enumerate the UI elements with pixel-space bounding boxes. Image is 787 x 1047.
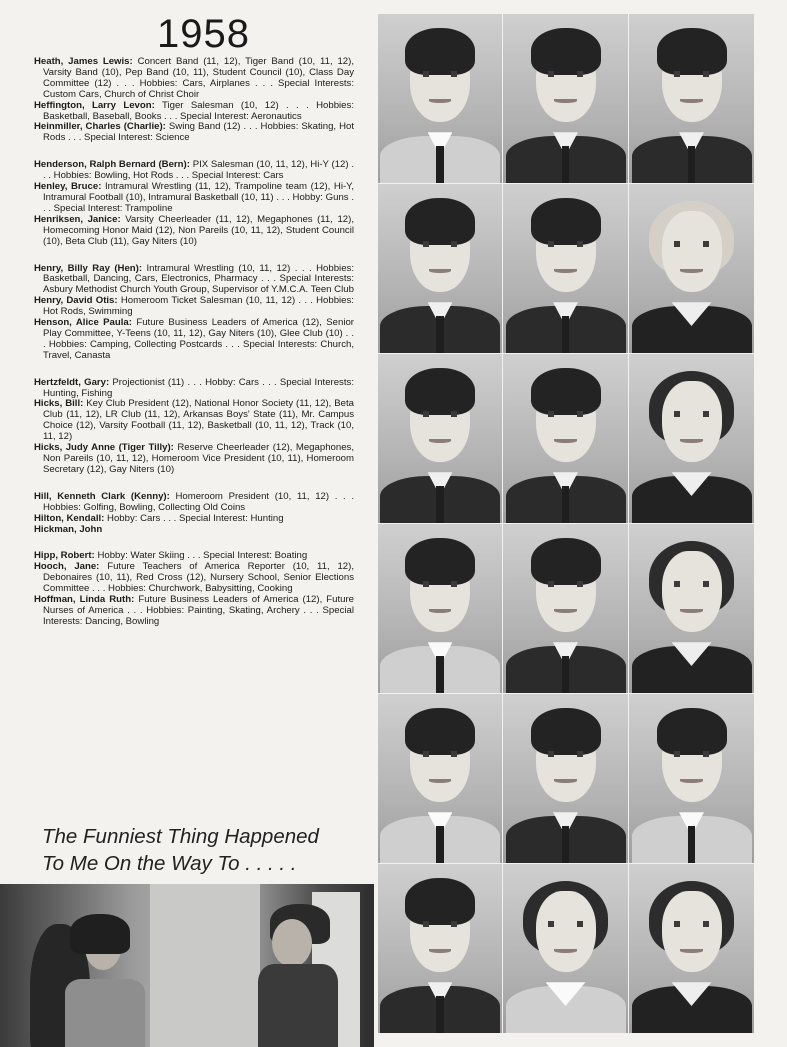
student-name: Heffington, Larry Levon: (34, 99, 155, 111)
student-name: Hooch, Jane: (34, 561, 100, 573)
portrait-photo (378, 354, 502, 523)
portrait-photo (629, 184, 754, 353)
student-entry (34, 562, 354, 595)
student-entry (34, 378, 354, 400)
portrait-photo (503, 184, 628, 353)
student-entry (34, 215, 354, 248)
student-entry (34, 492, 354, 514)
portrait-photo (629, 864, 754, 1033)
student-activities: Reserve Cheerleader (12), Megaphones, Non Pareils (10, 11, 12), Homeroom Vice President (10, 11), Homeroom Secretary (12), Gay Niters (10) (43, 442, 354, 475)
student-activities: Key Club President (12), National Honor Society (11, 12), Beta Club (11, 12), LR Club (11, 12), Arkansas Boys' State (11), Mr. Campus Choice (12), Varsity Football (11, 12), Basketball (10, 11, 12), Track (10, 11, 12) (43, 398, 354, 443)
student-entry (34, 595, 354, 628)
student-name: Hipp, Robert: (34, 550, 95, 562)
candid-wall (150, 884, 260, 1047)
student-activities: Tiger Salesman (10, 12) . . . Hobbies: Basketball, Baseball, Books . . . Special Interest: Aeronautics (43, 99, 354, 122)
student-name: Henry, Billy Ray (Hen): (34, 262, 143, 274)
student-entry (34, 101, 354, 123)
student-name: Hill, Kenneth Clark (Kenny): (34, 490, 170, 502)
portrait-photo (629, 524, 754, 693)
student-name: Henson, Alice Paula: (34, 317, 132, 329)
student-activities: Swing Band (12) . . . Hobbies: Skating, Hot Rods . . . Special Interest: Science (43, 121, 355, 144)
student-activities: Intramural Wrestling (10, 11, 12) . . . Hobbies: Basketball, Dancing, Cars, Electronics, Pharmacy . . . Special Interests: Asbury Methodist Church Youth Group, Supervisor of Y.M.C.A. Teen Club (43, 262, 354, 296)
entry-group (34, 160, 354, 247)
entry-group (34, 492, 354, 536)
student-activities: Future Business Leaders of America (12), Senior Play Committee, Y-Teens (10, 11, 12), Gay Niters (10), Glee Club (10) . . . Hobbies: Camping, Collecting Postcards . . . Special Interests: Church, Travel, Canasta (43, 317, 354, 361)
student-activities: Intramural Wrestling (11, 12), Trampoline team (12), Hi-Y, Intramural Football (10), Intramural Basketball (10, 11) . . . Hobby: Guns . . . Special Interest: Trampoline (43, 181, 354, 214)
page-year: 1958 (157, 12, 250, 56)
portrait-grid (378, 14, 754, 1047)
student-activities: Concert Band (11, 12), Tiger Band (10, 11, 12), Varsity Band (10), Pep Band (10, 11), Student Council (10), Class Day Committee (12) . . . Hobbies: Cars, Airplanes . . . Special Interests: Custom Cars, Church of Christ Choir (43, 56, 354, 100)
portrait-photo (503, 14, 628, 183)
student-activities: Homeroom Ticket Salesman (10, 11, 12) . . . Hobbies: Hot Rods, Swimming (43, 295, 354, 318)
student-activities: Hobby: Cars . . . Special Interest: Hunting (107, 512, 284, 524)
student-entry (34, 296, 354, 318)
portrait-photo (378, 184, 502, 353)
student-name: Hicks, Judy Anne (Tiger Tilly): (34, 442, 174, 454)
student-name: Heinmiller, Charles (Charlie): (34, 121, 166, 133)
student-activities: PIX Salesman (10, 11, 12), Hi-Y (12) . . . Hobbies: Bowling, Hot Rods . . . Special Interest: Cars (43, 159, 354, 182)
entry-group (34, 57, 354, 144)
student-entry (34, 443, 354, 476)
portrait-photo (503, 694, 628, 863)
student-entry (34, 525, 354, 536)
student-activities: Hobby: Water Skiing . . . Special Interest: Boating (97, 550, 308, 562)
student-name: Hertzfeldt, Gary: (34, 376, 110, 388)
headline-line: To Me On the Way To . . . . . (42, 852, 297, 875)
candid-shirt (65, 979, 145, 1047)
student-entry (34, 318, 354, 362)
candid-face (272, 919, 312, 967)
student-name: Hickman, John (34, 523, 103, 535)
entry-group (34, 264, 354, 362)
student-name: Heath, James Lewis: (34, 56, 133, 67)
student-activities: Varsity Cheerleader (11, 12), Megaphones (11, 12), Homecoming Honor Maid (12), Non Pareils (10, 11, 12), Student Council (10), Beta Club (11), Gay Niters (10) (43, 213, 354, 247)
student-name: Henry, David Otis: (34, 295, 118, 307)
student-entry (34, 160, 354, 182)
student-name: Hicks, Bill: (34, 398, 84, 410)
entry-group (34, 378, 354, 476)
student-name: Hilton, Kendall: (34, 512, 105, 524)
portrait-photo (378, 694, 502, 863)
student-name: Henderson, Ralph Bernard (Bern): (34, 159, 190, 171)
student-entry (34, 122, 354, 144)
candid-hair (70, 914, 130, 954)
student-name: Henley, Bruce: (34, 181, 102, 193)
portrait-photo (378, 14, 502, 183)
candid-shirt (258, 964, 338, 1047)
portrait-photo (378, 864, 502, 1033)
portrait-photo (629, 354, 754, 523)
portrait-photo (503, 354, 628, 523)
portrait-photo (378, 524, 502, 693)
student-entries (34, 57, 354, 644)
portrait-photo (629, 694, 754, 863)
portrait-photo (503, 524, 628, 693)
student-activities: Projectionist (11) . . . Hobby: Cars . . . Special Interests: Hunting, Fishing (43, 376, 354, 399)
entry-group (34, 551, 354, 627)
student-activities: Future Teachers of America Reporter (10, 11, 12), Debonaires (10, 11), Red Cross (12), Nursery School, Senior Elections Committee . . . Hobbies: Churchwork, Babysitting, Cooking (43, 561, 354, 595)
student-entry (34, 182, 354, 215)
student-activities: Future Business Leaders of America (12), Future Nurses of America . . . Hobbies: Painting, Skating, Archery . . . Special Interests: Dancing, Bowling (43, 594, 354, 627)
student-entry (34, 399, 354, 443)
candid-photo (0, 884, 374, 1047)
student-name: Henriksen, Janice: (34, 213, 121, 225)
funniest-thing-headline (42, 823, 362, 877)
student-name: Hoffman, Linda Ruth: (34, 594, 135, 606)
headline-line: The Funniest Thing Happened (42, 825, 319, 848)
student-entry (34, 57, 354, 101)
portrait-photo (629, 14, 754, 183)
student-entry (34, 264, 354, 297)
student-activities: Homeroom President (10, 11, 12) . . . Hobbies: Golfing, Bowling, Collecting Old Coins (43, 490, 354, 513)
portrait-photo (503, 864, 628, 1033)
